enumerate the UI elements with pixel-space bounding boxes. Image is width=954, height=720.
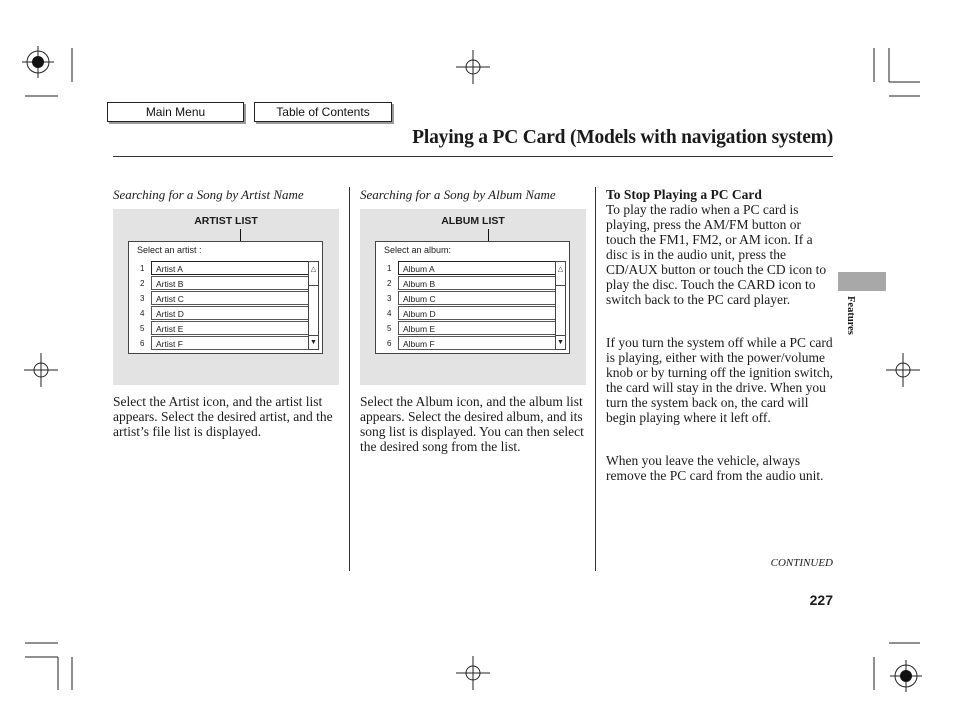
list-item[interactable]: 3 Artist C [137,291,311,306]
scroll-down-icon[interactable]: ▼ [309,335,318,349]
list-item[interactable]: 2 Artist B [137,276,311,291]
list-item[interactable]: 1 Artist A [137,261,311,276]
list-item[interactable]: 5 Album E [384,321,558,336]
leave-vehicle-paragraph: When you leave the vehicle, always remove the PC card from the audio unit. [606,453,824,483]
artist-body-text: Select the Artist icon, and the artist list appears. Select the desired artist, and the artist’s file list is displayed. [113,394,333,439]
section-tab [838,272,886,291]
scroll-down-icon[interactable]: ▼ [556,335,565,349]
column-divider [349,187,350,571]
scroll-up-icon[interactable]: △ [309,262,318,286]
list-item[interactable]: 2 Album B [384,276,558,291]
list-item[interactable]: 1 Album A [384,261,558,276]
artist-list-label: ARTIST LIST [194,215,258,227]
title-rule [113,156,833,157]
album-list-label: ALBUM LIST [441,215,505,227]
artist-caption: Searching for a Song by Artist Name [113,187,304,202]
section-tab-label: Features [845,296,856,335]
list-item[interactable]: 6 Album F [384,336,558,351]
list-item[interactable]: 3 Album C [384,291,558,306]
main-menu-button[interactable]: Main Menu [107,102,244,122]
album-body-text: Select the Album icon, and the album list appears. Select the desired album, and its song list is displayed. You can then select the desired song from the list. [360,394,584,454]
scroll-up-icon[interactable]: △ [556,262,565,286]
page-number: 227 [809,592,833,608]
artist-list-figure [113,209,339,385]
album-list-figure [360,209,586,385]
scrollbar[interactable] [555,261,566,350]
album-list-screen [375,241,570,354]
screen-header: Select an album: [384,245,452,255]
list-item[interactable]: 4 Artist D [137,306,311,321]
stop-playing-paragraph: To play the radio when a PC card is playing, press the AM/FM button or touch the FM1, FM2, or AM icon. If a disc is in the audio unit, press the CD/AUX button or touch the CD icon to play the disc. Touch the CARD icon to switch back to the PC card player. [606,202,827,307]
album-caption: Searching for a Song by Album Name [360,187,556,202]
page-title: Playing a PC Card (Models with navigation system) [412,127,833,148]
list-item[interactable]: 6 Artist F [137,336,311,351]
screen-header: Select an artist : [137,245,202,255]
table-of-contents-button[interactable]: Table of Contents [254,102,392,122]
list-item[interactable]: 4 Album D [384,306,558,321]
artist-list-screen [128,241,323,354]
system-off-paragraph: If you turn the system off while a PC card is playing, either with the power/volume knob or by turning off the ignition switch, the card will stay in the drive. When you turn the system back on, the card will begin playing where it left off. [606,335,833,425]
stop-playing-heading: To Stop Playing a PC Card [606,187,762,202]
scrollbar[interactable] [308,261,319,350]
continued-label: CONTINUED [770,557,833,569]
list-item[interactable]: 5 Artist E [137,321,311,336]
column-divider [595,187,596,571]
